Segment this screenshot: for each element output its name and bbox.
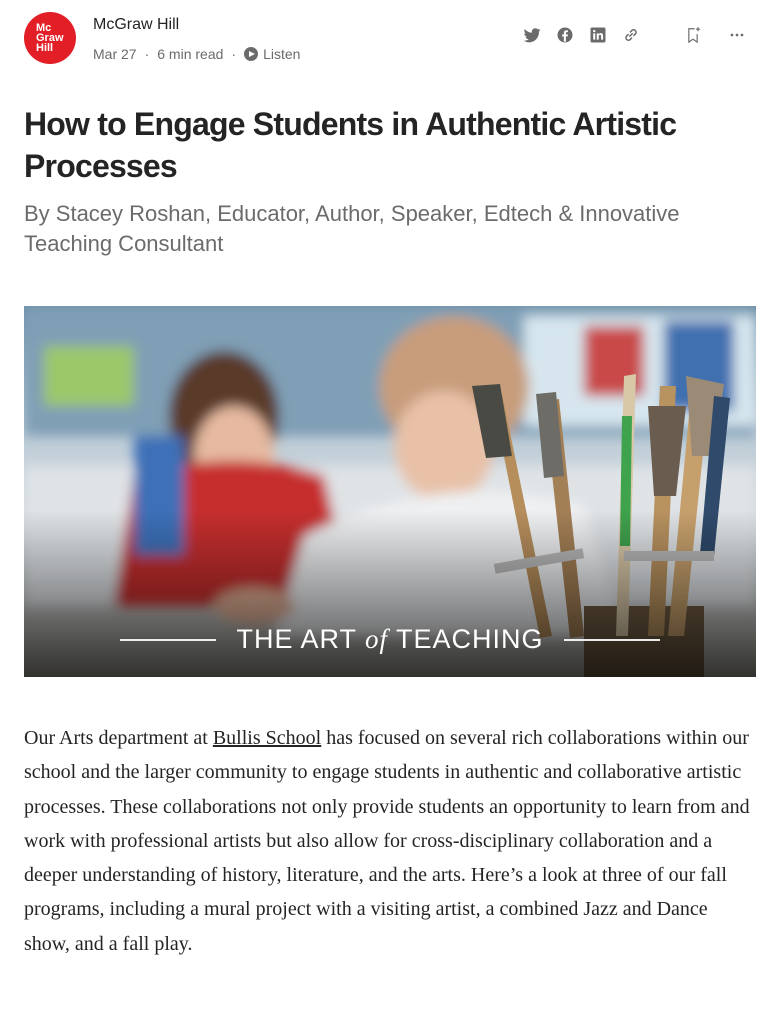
twitter-icon[interactable]: [521, 24, 543, 46]
bookmark-add-icon[interactable]: [682, 24, 704, 46]
paragraph-lead: Our Arts department at: [24, 727, 213, 749]
avatar[interactable]: [24, 12, 76, 64]
meta-separator-2: ·: [231, 46, 237, 62]
avatar-line-2: Graw: [36, 32, 64, 44]
listen-button[interactable]: [244, 46, 300, 62]
read-time: 6 min read: [157, 46, 224, 62]
meta-separator: ·: [144, 46, 150, 62]
caption-right: TEACHING: [388, 624, 544, 654]
article-title: How to Engage Students in Authentic Artistic Processes: [24, 106, 677, 184]
share-actions: [510, 24, 748, 46]
author-bar: [24, 12, 748, 68]
article-subtitle: By Stacey Roshan, Educator, Author, Speaker, Edtech & Innovative Teaching Consultant: [24, 201, 680, 256]
avatar-line-1: Mc: [36, 22, 52, 34]
more-icon[interactable]: [726, 24, 748, 46]
bullis-school-link[interactable]: Bullis School: [212, 727, 322, 749]
listen-label: Listen: [263, 46, 301, 62]
caption-left: THE ART: [236, 624, 365, 654]
article-paragraph: [24, 721, 754, 961]
facebook-icon[interactable]: [554, 24, 576, 46]
hero-image[interactable]: [24, 306, 756, 677]
hero-caption: [24, 624, 756, 655]
linkedin-icon[interactable]: [587, 24, 609, 46]
avatar-line-3: Hill: [36, 42, 54, 54]
paragraph-rest: has focused on several rich collaborations within our school and the larger community to engage students in authentic and collaborative artistic processes. These collaborations not only provide students an opportunity to learn from and work with professional artists but also allow for cross-disciplinary collaboration and a deeper understanding of history, literature, and the arts. Here’s a look at three of our fall programs, including a mural project with a visiting artist, a combined Jazz and Dance show, and a fall play.: [24, 727, 750, 955]
hero-illustration: [24, 306, 756, 677]
post-meta: [93, 46, 300, 62]
link-icon[interactable]: [620, 24, 642, 46]
play-icon: [244, 47, 258, 61]
post-date: Mar 27: [93, 46, 137, 62]
author-name-link[interactable]: McGraw Hill: [93, 16, 180, 33]
caption-mid: of: [365, 624, 389, 654]
